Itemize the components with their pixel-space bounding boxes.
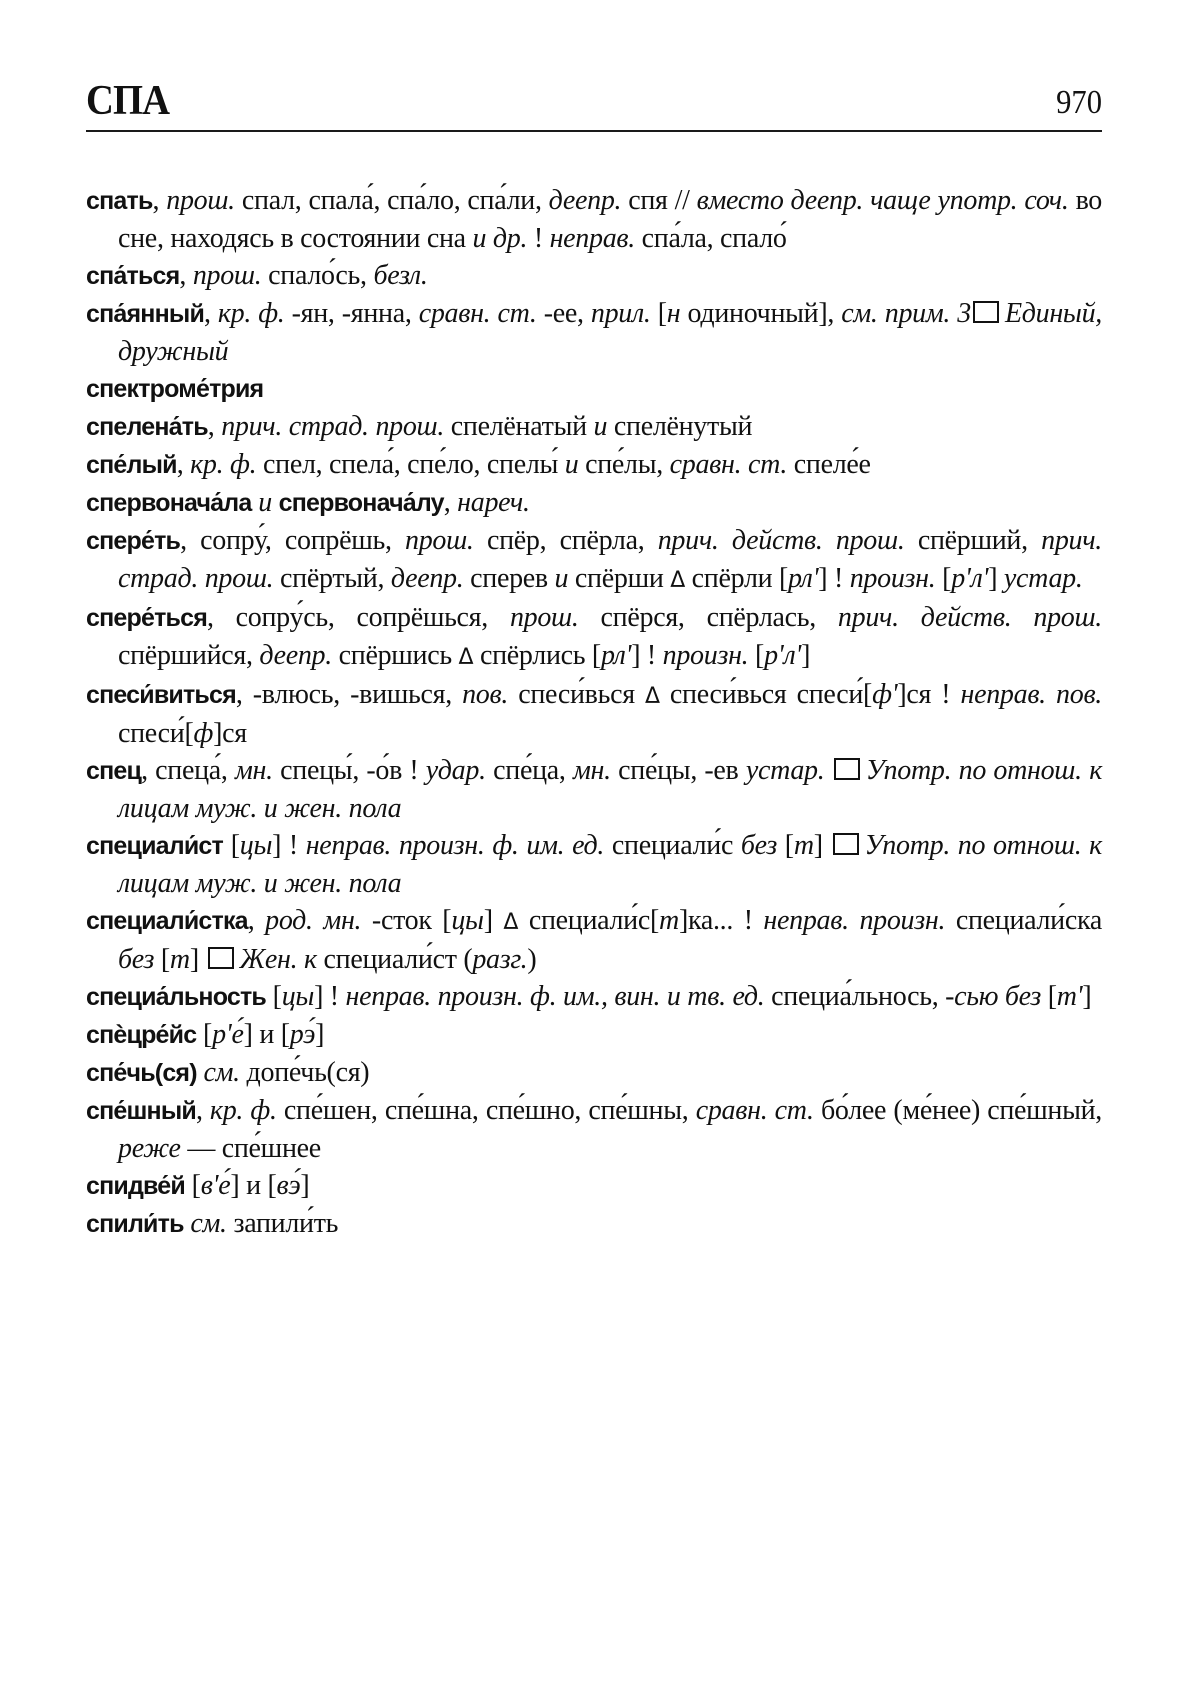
entry-headword: спать bbox=[86, 187, 153, 215]
dictionary-entry-speshny bbox=[86, 1092, 1102, 1167]
entry-text: спёршийся, bbox=[118, 640, 260, 671]
grammar-note: мн. bbox=[572, 755, 611, 786]
entry-headword: спелена́ть bbox=[86, 413, 208, 441]
entry-headword: специа́льность bbox=[86, 983, 266, 1011]
entry-text: -ян, -янна, bbox=[284, 298, 419, 329]
grammar-note: н bbox=[666, 298, 681, 329]
entry-headword: спец bbox=[86, 757, 142, 785]
entry-text: [ bbox=[154, 944, 170, 975]
entry-text: ] ! bbox=[272, 830, 306, 861]
entry-text: сперев bbox=[463, 563, 555, 594]
grammar-note: р'л' bbox=[951, 563, 989, 594]
dictionary-entry-spervonachala bbox=[86, 484, 1102, 522]
grammar-note: прил. bbox=[590, 298, 651, 329]
entry-text: , bbox=[207, 411, 222, 442]
grammar-note: прич. страд. прош. bbox=[221, 411, 445, 442]
dictionary-entry-spidvei bbox=[86, 1167, 1102, 1205]
grammar-note: цы bbox=[239, 830, 273, 861]
grammar-note: прош. bbox=[166, 185, 235, 216]
grammar-note: сравн. ст. bbox=[695, 1095, 814, 1126]
entry-text: ] bbox=[315, 1019, 325, 1050]
grammar-note: ф bbox=[193, 718, 214, 749]
square-icon bbox=[833, 833, 859, 855]
grammar-note: рл' bbox=[788, 563, 819, 594]
grammar-note: род. мн. bbox=[265, 905, 362, 936]
grammar-note: деепр. bbox=[259, 640, 332, 671]
entry-text: специа́льнось, bbox=[764, 981, 946, 1012]
triangle-icon: Δ bbox=[458, 645, 474, 670]
grammar-note: прич. действ. прош. bbox=[837, 602, 1102, 633]
grammar-note: вместо деепр. чаще употр. соч. bbox=[696, 185, 1069, 216]
dictionary-entry-spelenat bbox=[86, 408, 1102, 446]
entry-text: специали́с bbox=[604, 830, 741, 861]
grammar-note: т bbox=[659, 905, 679, 936]
grammar-note: в'е́ bbox=[200, 1170, 231, 1201]
grammar-note: см. прим. 3 bbox=[841, 298, 971, 329]
entry-text: [ bbox=[777, 830, 794, 861]
grammar-note: удар. bbox=[425, 755, 486, 786]
entry-text: запили́ть bbox=[226, 1208, 339, 1239]
entry-text: -сток [ bbox=[361, 905, 452, 936]
entry-text: [ bbox=[935, 563, 952, 594]
dictionary-entry-spech bbox=[86, 1054, 1102, 1092]
entry-text: спёрли [ bbox=[684, 563, 789, 594]
grammar-note: прош. bbox=[192, 260, 262, 291]
entry-text: , bbox=[176, 449, 191, 480]
entry-text: [ bbox=[265, 981, 282, 1012]
grammar-note: рл' bbox=[600, 640, 632, 671]
entry-text: спеси́вься спеси́[ bbox=[659, 679, 873, 710]
entry-headword: спе́чь(ся) bbox=[86, 1059, 197, 1087]
entry-headword: спере́ть bbox=[86, 527, 181, 555]
dictionary-entry-spely bbox=[86, 446, 1102, 484]
entry-headword: спили́ть bbox=[86, 1210, 184, 1238]
entry-headword: спидве́й bbox=[86, 1172, 185, 1200]
grammar-note: произн. bbox=[662, 640, 749, 671]
grammar-note: вэ́ bbox=[276, 1170, 301, 1201]
entry-text: ]ка... ! bbox=[678, 905, 764, 936]
grammar-note: кр. ф. bbox=[217, 298, 285, 329]
grammar-note: прош. bbox=[405, 525, 474, 556]
entry-text: , сопру́сь, сопрёшься, bbox=[207, 602, 510, 633]
entry-text bbox=[824, 755, 831, 786]
entry-text: ] bbox=[300, 1170, 310, 1201]
entry-text: ] bbox=[483, 905, 504, 936]
entry-text: спа́ла, спало́ bbox=[634, 223, 787, 254]
entry-text: ] ! bbox=[818, 563, 850, 594]
grammar-note: неправ. произн. ф. им. ед. bbox=[305, 830, 605, 861]
grammar-note: т bbox=[793, 830, 814, 861]
entry-text: [ bbox=[196, 1019, 213, 1050]
grammar-note: разг. bbox=[472, 944, 528, 975]
entry-text: ] ! bbox=[314, 981, 346, 1012]
entry-text: спел, спела́, спе́ло, спелы́ bbox=[256, 449, 565, 480]
grammar-note: реже bbox=[118, 1133, 181, 1164]
grammar-note: нареч. bbox=[457, 487, 530, 518]
entry-text: , bbox=[247, 905, 266, 936]
grammar-note: рэ́ bbox=[289, 1019, 316, 1050]
page-number: 970 bbox=[1056, 84, 1102, 121]
entry-text: спёрлись [ bbox=[473, 640, 601, 671]
entry-text: ] и [ bbox=[230, 1170, 277, 1201]
entry-text: спеси́вься bbox=[508, 679, 645, 710]
entry-headword: спеси́виться bbox=[86, 681, 236, 709]
entry-text: специали́ска bbox=[945, 905, 1103, 936]
grammar-note: и bbox=[564, 449, 579, 480]
entry-text: , bbox=[443, 487, 458, 518]
entry-text: специали́с[ bbox=[518, 905, 660, 936]
grammar-note: р'л' bbox=[764, 640, 802, 671]
entry-text: одиночный], bbox=[680, 298, 842, 329]
grammar-note: неправ. произн. bbox=[763, 905, 946, 936]
grammar-note: кр. ф. bbox=[190, 449, 257, 480]
entry-text: спёртый, bbox=[273, 563, 391, 594]
entry-text: спецы́, -о́в ! bbox=[272, 755, 426, 786]
entry-text: спало́сь, bbox=[261, 260, 374, 291]
entry-text: ]ся ! bbox=[897, 679, 961, 710]
entry-headword: спе́шный bbox=[86, 1097, 196, 1125]
dictionary-entry-spesivitsya bbox=[86, 676, 1102, 752]
grammar-note: деепр. bbox=[390, 563, 464, 594]
entry-list bbox=[86, 182, 1102, 1243]
head-word: СПА bbox=[86, 78, 170, 124]
square-icon bbox=[973, 301, 999, 323]
entry-text: , сопру́, сопрёшь, bbox=[180, 525, 405, 556]
grammar-note: без bbox=[118, 944, 155, 975]
entry-text: спе́цы, -ев bbox=[610, 755, 746, 786]
dictionary-entry-spatsya bbox=[86, 257, 1102, 295]
grammar-note: прич. страд. прош. bbox=[118, 525, 1102, 594]
grammar-note: неправ. пов. bbox=[960, 679, 1103, 710]
entry-text: ] bbox=[801, 640, 811, 671]
dictionary-entry-speret bbox=[86, 522, 1102, 599]
square-icon bbox=[208, 947, 234, 969]
dictionary-entry-spets bbox=[86, 752, 1102, 827]
entry-headword: спа́янный bbox=[86, 300, 205, 328]
entry-headword: спектроме́трия bbox=[86, 375, 264, 403]
entry-text: ] bbox=[988, 563, 1004, 594]
grammar-note: и bbox=[593, 411, 608, 442]
dictionary-entry-spetsreis bbox=[86, 1016, 1102, 1054]
entry-headword: специали́стка bbox=[86, 907, 248, 935]
entry-text: спал, спала́, спа́ло, спа́ли, bbox=[234, 185, 549, 216]
grammar-note: Жен. к bbox=[239, 944, 317, 975]
entry-text: ] bbox=[1082, 981, 1092, 1012]
entry-headword: спервонача́ла bbox=[86, 489, 252, 517]
entry-text: спя // bbox=[621, 185, 697, 216]
entry-text: спеле́е bbox=[787, 449, 871, 480]
grammar-note: прош. bbox=[509, 602, 579, 633]
running-head bbox=[86, 78, 1102, 122]
grammar-note: Употр. по отнош. к лицам муж. и жен. пола bbox=[118, 830, 1102, 899]
entry-text: , спеца́, bbox=[141, 755, 235, 786]
entry-text: спёрши bbox=[568, 563, 671, 594]
grammar-note: т bbox=[169, 944, 190, 975]
entry-text: , bbox=[152, 185, 167, 216]
grammar-note: сравн. ст. bbox=[669, 449, 788, 480]
grammar-note: -сью без bbox=[945, 981, 1041, 1012]
header-rule bbox=[86, 130, 1102, 132]
entry-headword: спе́лый bbox=[86, 451, 177, 479]
grammar-note: см. bbox=[203, 1057, 240, 1088]
entry-text: специали́ст ( bbox=[316, 944, 473, 975]
entry-text: , -влюсь, -вишься, bbox=[235, 679, 463, 710]
grammar-note: прич. действ. прош. bbox=[657, 525, 905, 556]
grammar-note: деепр. bbox=[548, 185, 622, 216]
entry-text: спёршись bbox=[331, 640, 459, 671]
entry-headword: специали́ст bbox=[86, 832, 223, 860]
entry-text: [ bbox=[650, 298, 667, 329]
entry-text: ] и [ bbox=[243, 1019, 290, 1050]
entry-text: [ bbox=[222, 830, 240, 861]
entry-text: спе́шен, спе́шна, спе́шно, спе́шны, bbox=[276, 1095, 696, 1126]
grammar-note: цы bbox=[451, 905, 484, 936]
entry-text: , bbox=[179, 260, 193, 291]
grammar-note: устар. bbox=[1003, 563, 1083, 594]
dictionary-entry-spetsialist bbox=[86, 827, 1102, 902]
entry-text: спёр, спёрла, bbox=[473, 525, 658, 556]
grammar-note: устар. bbox=[745, 755, 825, 786]
grammar-note: р'е́ bbox=[212, 1019, 244, 1050]
grammar-note: Употр. по отнош. к лицам муж. и жен. пола bbox=[118, 755, 1102, 824]
entry-text: допе́чь(ся) bbox=[239, 1057, 370, 1088]
dictionary-entry-spetsialnost bbox=[86, 978, 1102, 1016]
grammar-note: кр. ф. bbox=[209, 1095, 277, 1126]
dictionary-entry-spilit bbox=[86, 1205, 1102, 1243]
entry-text: ) bbox=[527, 944, 537, 975]
dictionary-entry-speretsya bbox=[86, 599, 1102, 676]
dictionary-entry-spayanny bbox=[86, 295, 1102, 370]
dictionary-entry-spetsialistka bbox=[86, 902, 1102, 978]
entry-text: спелёнатый bbox=[444, 411, 594, 442]
entry-text: — спе́шнее bbox=[180, 1133, 321, 1164]
dictionary-entry-spat bbox=[86, 182, 1102, 257]
entry-text: спе́лы, bbox=[578, 449, 670, 480]
grammar-note: ф' bbox=[872, 679, 898, 710]
grammar-note: мн. bbox=[234, 755, 273, 786]
grammar-note: произн. bbox=[849, 563, 936, 594]
entry-headword: спа́ться bbox=[86, 262, 180, 290]
grammar-note: без bbox=[740, 830, 778, 861]
triangle-icon: Δ bbox=[503, 910, 519, 935]
entry-text: , bbox=[195, 1095, 210, 1126]
dictionary-entry-spektrometriya bbox=[86, 370, 1102, 408]
entry-headword: спере́ться bbox=[86, 604, 207, 632]
entry-text: ! bbox=[527, 223, 550, 254]
entry-text bbox=[272, 487, 279, 518]
entry-text: спёрся, спёрлась, bbox=[578, 602, 838, 633]
grammar-note: сравн. ст. bbox=[418, 298, 537, 329]
entry-text: во сне, находясь в состоянии сна bbox=[118, 185, 1102, 254]
entry-text: [ bbox=[748, 640, 765, 671]
entry-text: [ bbox=[1041, 981, 1057, 1012]
entry-text: ] bbox=[189, 944, 206, 975]
entry-text: спе́ца, bbox=[485, 755, 573, 786]
entry-text: спёрший, bbox=[904, 525, 1042, 556]
triangle-icon: Δ bbox=[670, 568, 685, 593]
grammar-note: безл. bbox=[373, 260, 428, 291]
entry-text: спелёнутый bbox=[607, 411, 753, 442]
entry-headword: спервонача́лу bbox=[278, 489, 444, 517]
triangle-icon: Δ bbox=[644, 684, 660, 709]
dictionary-page bbox=[86, 78, 1102, 1243]
entry-text: ] ! bbox=[631, 640, 663, 671]
grammar-note: неправ. произн. ф. им., вин. и тв. ед. bbox=[345, 981, 765, 1012]
grammar-note: и bbox=[554, 563, 569, 594]
grammar-note: пов. bbox=[462, 679, 509, 710]
entry-text: , bbox=[204, 298, 218, 329]
entry-text: ]ся bbox=[213, 718, 247, 749]
entry-text: спеси́[ bbox=[118, 718, 194, 749]
entry-text: -ее, bbox=[536, 298, 591, 329]
square-icon bbox=[834, 758, 860, 780]
entry-text: [ bbox=[184, 1170, 201, 1201]
entry-headword: спѐцре́йс bbox=[86, 1021, 197, 1049]
grammar-note: и др. bbox=[472, 223, 528, 254]
grammar-note: т' bbox=[1056, 981, 1083, 1012]
entry-text: ] bbox=[813, 830, 831, 861]
entry-text: бо́лее (ме́нее) спе́шный, bbox=[813, 1095, 1103, 1126]
grammar-note: см. bbox=[190, 1208, 227, 1239]
grammar-note: неправ. bbox=[549, 223, 635, 254]
grammar-note: и bbox=[258, 487, 272, 518]
grammar-note: цы bbox=[281, 981, 315, 1012]
grammar-note: Единый, дружный bbox=[118, 298, 1102, 367]
